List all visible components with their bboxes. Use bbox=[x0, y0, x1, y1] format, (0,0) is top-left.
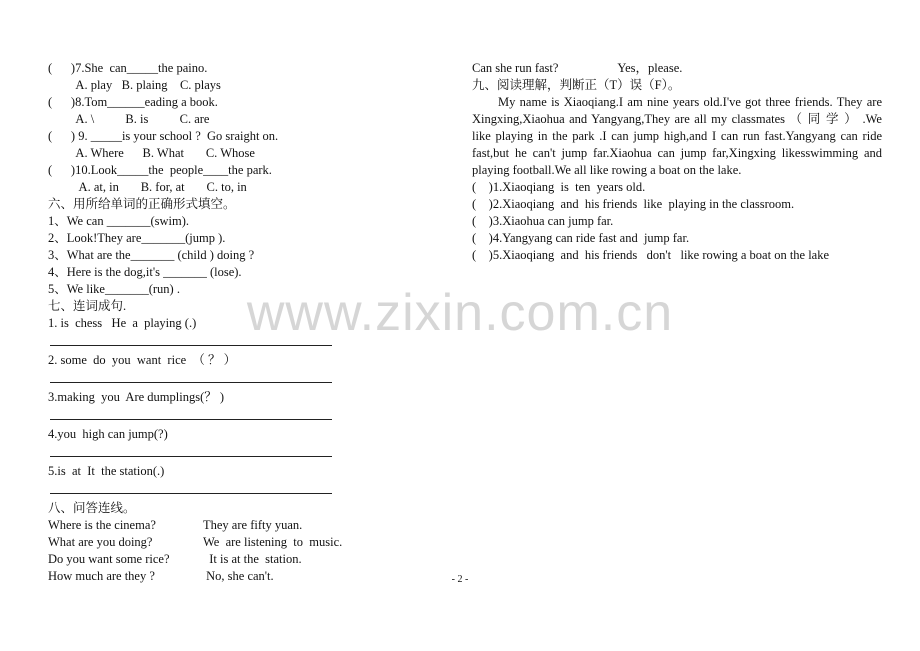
answer-line bbox=[48, 480, 448, 500]
matching-question: What are you doing? bbox=[48, 535, 153, 549]
section6-title: 六、用所给单词的正确形式填空。 bbox=[48, 197, 236, 211]
answer-line bbox=[48, 369, 448, 389]
sentence-item: 3.making you Are dumplings(？ ) bbox=[48, 390, 225, 404]
matching-answer: It is at the station. bbox=[203, 552, 302, 566]
choice-question: ( )10.Look_____the people____the park. bbox=[48, 163, 272, 177]
reading-passage: My name is Xiaoqiang.I am nine years old.I've got three friends. They are Xingxing,Xiaohua and Yangyang,They are all my classmates （ 同 学 ） .We like playing in the park .I can jump high,and I can run fast.Yangyang can ride fast,but he can't jump far.Xiaohua can jump far,Xingxing likesswimming and playing football.We all like rowing a boat on the lake. bbox=[472, 95, 882, 177]
section9-title: 九、阅读理解，判断正（T）误（F）。 bbox=[472, 78, 681, 92]
matching-question: Where is the cinema? bbox=[48, 518, 156, 532]
matching-answer: No, she can't. bbox=[203, 569, 274, 583]
sentence-item: 5.is at It the station(.) bbox=[48, 464, 165, 478]
choice-question: ( )8.Tom______eading a book. bbox=[48, 95, 218, 109]
watermark: www.zixin.com.cn bbox=[246, 284, 674, 342]
section8-title: 八、问答连线。 bbox=[48, 501, 136, 515]
answer-line bbox=[48, 406, 448, 426]
choice-options: A. play B. plaing C. plays bbox=[48, 78, 221, 92]
fill-in-item: 4、Here is the dog,it's _______ (lose). bbox=[48, 265, 242, 279]
fill-in-item: 1、We can _______(swim). bbox=[48, 214, 189, 228]
choice-question: ( ) 9. _____is your school ? Go sraight on. bbox=[48, 129, 279, 143]
fill-in-item: 3、What are the_______ (child ) doing ? bbox=[48, 248, 255, 262]
true-false-item: ( )3.Xiaohua can jump far. bbox=[472, 214, 614, 228]
answer-line bbox=[48, 443, 448, 463]
true-false-item: ( )5.Xiaoqiang and his friends don't like rowing a boat on the lake bbox=[472, 248, 830, 262]
matching-row bbox=[48, 517, 448, 534]
sentence-item: 4.you high can jump(?) bbox=[48, 427, 168, 441]
sentence-item: 1. is chess He a playing (.) bbox=[48, 316, 197, 330]
true-false-item: ( )2.Xiaoqiang and his friends like playing in the classroom. bbox=[472, 197, 795, 211]
sentence-item: 2. some do you want rice （ ？ ） bbox=[48, 353, 237, 367]
page-number: - 2 - bbox=[451, 574, 469, 585]
matching-answer: They are fifty yuan. bbox=[203, 518, 303, 532]
true-false-item: ( )1.Xiaoqiang is ten years old. bbox=[472, 180, 646, 194]
true-false-item: ( )4.Yangyang can ride fast and jump far. bbox=[472, 231, 690, 245]
choice-question: ( )7.She can_____the paino. bbox=[48, 61, 208, 75]
fill-in-item: 5、We like_______(run) . bbox=[48, 282, 180, 296]
matching-answer: We are listening to music. bbox=[203, 535, 343, 549]
choice-options: A. at, in B. for, at C. to, in bbox=[48, 180, 247, 194]
choice-options: A. \ B. is C. are bbox=[48, 112, 210, 126]
matching-question: How much are they ? bbox=[48, 569, 155, 583]
choice-options: A. Where B. What C. Whose bbox=[48, 146, 255, 160]
matching-row bbox=[48, 534, 448, 551]
section7-title: 七、连词成句. bbox=[48, 299, 127, 313]
right-column bbox=[472, 60, 882, 264]
question-top-line: Can she run fast? Yes，please. bbox=[472, 61, 683, 75]
true-false-section bbox=[472, 179, 882, 264]
matching-row bbox=[48, 551, 448, 568]
multiple-choice-section bbox=[48, 60, 448, 196]
fill-in-item: 2、Look!They are_______(jump ). bbox=[48, 231, 226, 245]
matching-question: Do you want some rice? bbox=[48, 552, 170, 566]
